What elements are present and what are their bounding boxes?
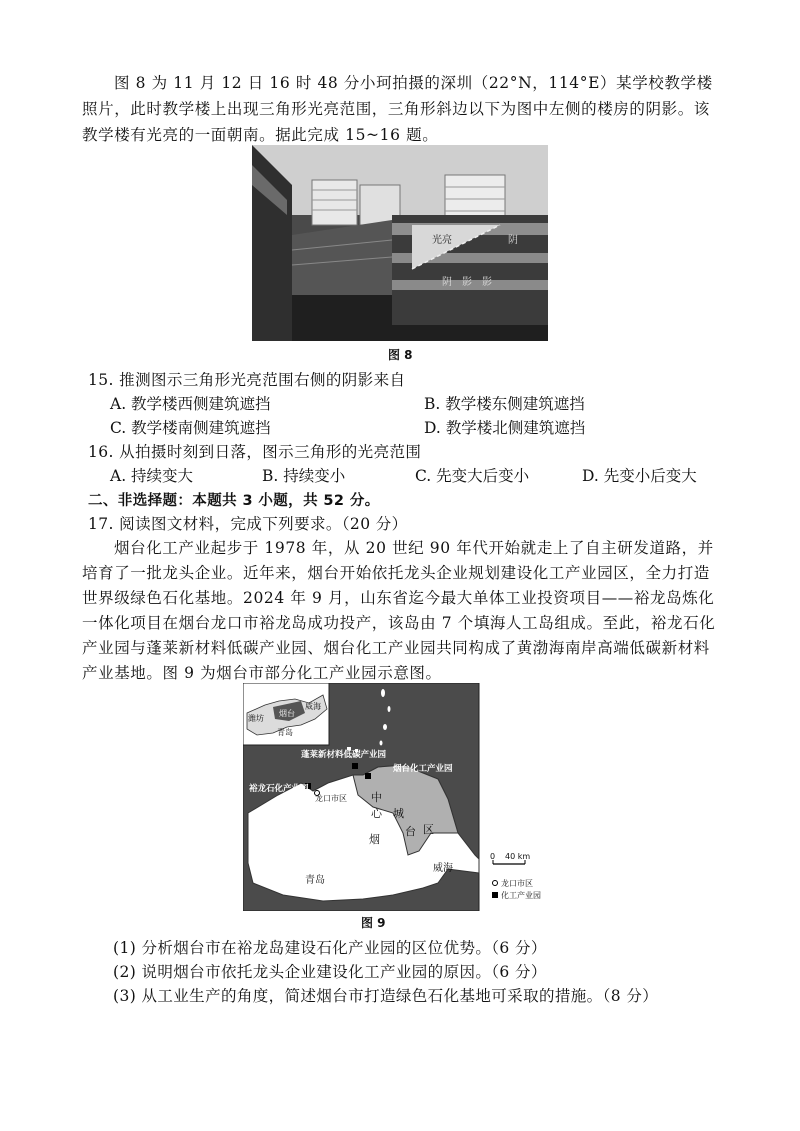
- legend-park: 化工产业园: [501, 891, 541, 900]
- section-2-title: 二、非选择题：本题共 3 小题，共 52 分。: [88, 493, 380, 509]
- q15-option-d[interactable]: D. 教学楼北侧建筑遮挡: [424, 419, 586, 437]
- label-yan: 烟: [369, 833, 380, 846]
- yantai-map: [243, 683, 561, 911]
- q16-stem: 16. 从拍摄时刻到日落，图示三角形的光亮范围: [88, 443, 422, 461]
- figure-9-map: [243, 683, 561, 911]
- q15-option-b[interactable]: B. 教学楼东侧建筑遮挡: [424, 395, 585, 413]
- school-building-photo: [252, 145, 548, 341]
- label-yantai-park: 烟台化工产业园: [393, 764, 453, 774]
- intro-paragraph: 图 8 为 11 月 12 日 16 时 48 分小珂拍摄的深圳（22°N，114°E）某学校教学楼照片，此时教学楼上出现三角形光亮范围，三角形斜边以下为图中左侧的楼房的阴影。该教学楼有光亮的一面朝南。据此完成 15~16 题。: [82, 74, 713, 144]
- q17-material: 烟台化工产业起步于 1978 年，从 20 世纪 90 年代开始就走上了自主研发道路，并培育了一批龙头企业。近年来，烟台开始依托龙头企业规划建设化工产业园区，全力打造世界级绿色石化基地。2024 年 9 月，山东省迄今最大单体工业投资项目——裕龙岛炼化一体化项目在烟台龙口市裕龙岛成功投产，该岛由 7 个填海人工岛组成。至此，裕龙石化产业园与蓬莱新材料低碳产业园、烟台化工产业园共同构成了黄渤海南岸高端低碳新材料产业基地。图 9 为烟台市部分化工产业园示意图。: [82, 539, 716, 682]
- figure-9-caption: 图 9: [361, 916, 386, 930]
- q17-sub-2: (2) 说明烟台市依托龙头企业建设化工产业园的原因。（6 分）: [113, 963, 547, 981]
- label-center-2: 心: [371, 807, 382, 820]
- figure-8-photo: [252, 145, 548, 341]
- label-center-3: 城: [393, 807, 404, 820]
- scale-zero: 0: [490, 852, 496, 861]
- photo-label-shadow-top: 阴: [508, 235, 518, 246]
- label-center-1: 中: [371, 791, 382, 804]
- scale-distance: 40 km: [505, 852, 531, 861]
- q15-option-c[interactable]: C. 教学楼南侧建筑遮挡: [110, 419, 271, 437]
- photo-label-shadow-bottom: 阴 影 影: [442, 277, 492, 288]
- label-yulong-park: 裕龙石化产业园: [249, 784, 309, 794]
- label-weihai: 威海: [433, 863, 453, 874]
- label-qingdao: 青岛: [305, 875, 325, 886]
- photo-label-light: 光亮: [432, 235, 452, 246]
- figure-8-caption: 图 8: [388, 348, 413, 362]
- inset-qingdao: 青岛: [277, 728, 293, 737]
- q17-stem: 17. 阅读图文材料，完成下列要求。（20 分）: [88, 515, 408, 533]
- inset-weifang: 潍坊: [248, 714, 264, 723]
- label-center-4: 区: [423, 823, 434, 836]
- q17-sub-1: (1) 分析烟台市在裕龙岛建设石化产业园的区位优势。（6 分）: [113, 939, 547, 957]
- q16-option-d[interactable]: D. 先变小后变大: [582, 467, 697, 485]
- q16-option-b[interactable]: B. 持续变小: [262, 467, 346, 485]
- legend-city-symbol: [493, 881, 498, 886]
- label-penglai-park: 蓬莱新材料低碳产业园: [301, 750, 387, 760]
- label-longkou: 龙口市区: [315, 794, 347, 803]
- inset-yantai: 烟台: [279, 709, 295, 718]
- q15-stem: 15. 推测图示三角形光亮范围右侧的阴影来自: [88, 371, 406, 389]
- legend-city: 龙口市区: [501, 879, 533, 888]
- q15-option-a[interactable]: A. 教学楼西侧建筑遮挡: [110, 395, 271, 413]
- label-tai: 台: [405, 825, 416, 838]
- q16-option-a[interactable]: A. 持续变大: [110, 467, 194, 485]
- q16-option-c[interactable]: C. 先变大后变小: [415, 467, 530, 485]
- inset-weihai: 威海: [305, 702, 321, 711]
- q17-sub-3: (3) 从工业生产的角度，简述烟台市打造绿色石化基地可采取的措施。（8 分）: [113, 987, 659, 1005]
- legend-park-symbol: [492, 892, 498, 898]
